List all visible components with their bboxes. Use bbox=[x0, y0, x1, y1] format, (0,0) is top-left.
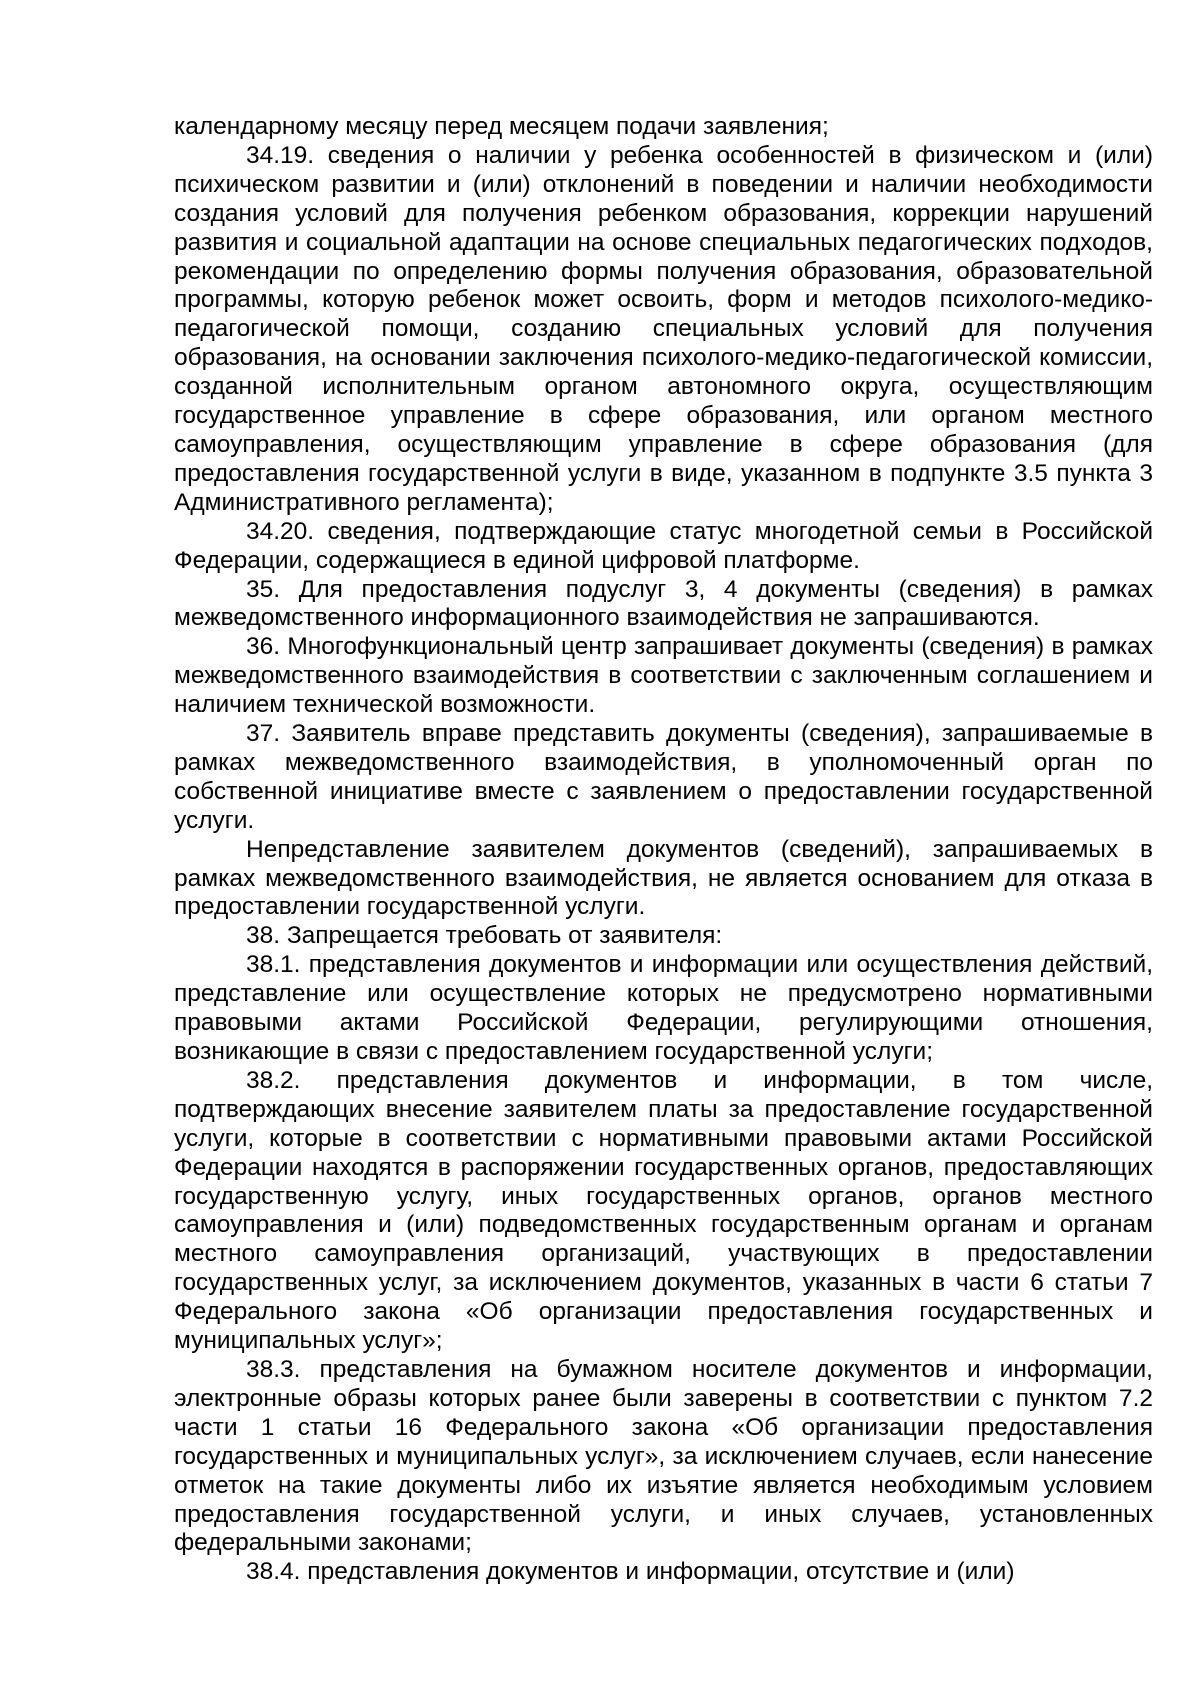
paragraph-34-19: 34.19. сведения о наличии у ребенка особенностей в физическом и (или) психическом развитии и (или) отклонений в поведении и наличии необходимости создания условий для получения ребенком образования, коррекции нарушений развития и социальной адаптации на основе специальных педагогических подходов, рекомендации по определению формы получения образования, образовательной программы, которую ребенок может освоить, форм и методов психолого-медико-педагогической помощи, созданию специальных условий для получения образования, на основании заключения психолого-медико-педагогической комиссии, созданной исполнительным органом автономного округа, осуществляющим государственное управление в сфере образования, или органом местного самоуправления, осуществляющим управление в сфере образования (для предоставления государственной услуги в виде, указанном в подпункте 3.5 пункта 3 Административного регламента); bbox=[174, 141, 1153, 516]
paragraph-38-2: 38.2. представления документов и информации, в том числе, подтверждающих внесение заявителем платы за предоставление государственной услуги, которые в соответствии с нормативными правовыми актами Российской Федерации находятся в распоряжении государственных органов, предоставляющих государственную услугу, иных государственных органов, органов местного самоуправления и (или) подведомственных государственным органам и органам местного самоуправления организаций, участвующих в предоставлении государственных услуг, за исключением документов, указанных в части 6 статьи 7 Федерального закона «Об организации предоставления государственных и муниципальных услуг»; bbox=[174, 1066, 1153, 1355]
paragraph-35: 35. Для предоставления подуслуг 3, 4 документы (сведения) в рамках межведомственного информационного взаимодействия не запрашиваются. bbox=[174, 575, 1153, 632]
paragraph-38: 38. Запрещается требовать от заявителя: bbox=[246, 922, 723, 950]
paragraph-38-4: 38.4. представления документов и информации, отсутствие и (или) bbox=[246, 1558, 1015, 1586]
paragraph-37-note: Непредставление заявителем документов (сведений), запрашиваемых в рамках межведомственного взаимодействия, не является основанием для отказа в предоставлении государственной услуги. bbox=[174, 835, 1153, 921]
paragraph-37: 37. Заявитель вправе представить документы (сведения), запрашиваемые в рамках межведомственного взаимодействия, в уполномоченный орган по собственной инициативе вместе с заявлением о предоставлении государственной услуги. bbox=[174, 720, 1153, 834]
paragraph-36: 36. Многофункциональный центр запрашивает документы (сведения) в рамках межведомственного взаимодействия в соответствии с заключенным соглашением и наличием технической возможности. bbox=[174, 633, 1153, 719]
paragraph-38-1: 38.1. представления документов и информации или осуществления действий, представление или осуществление которых не предусмотрено нормативными правовыми актами Российской Федерации, регулирующими отношения, возникающие в связи с предоставлением государственной услуги; bbox=[174, 951, 1153, 1065]
document-page bbox=[174, 113, 1153, 1587]
paragraph-34-20: 34.20. сведения, подтверждающие статус многодетной семьи в Российской Федерации, содержащиеся в единой цифровой платформе. bbox=[174, 517, 1153, 574]
paragraph-38-3: 38.3. представления на бумажном носителе документов и информации, электронные образы которых ранее были заверены в соответствии с пунктом 7.2 части 1 статьи 16 Федерального закона «Об организации предоставления государственных и муниципальных услуг», за исключением случаев, если нанесение отметок на такие документы либо их изъятие является необходимым условием предоставления государственной услуги, и иных случаев, установленных федеральными законами; bbox=[174, 1355, 1153, 1557]
paragraph-continuation: календарному месяцу перед месяцем подачи заявления; bbox=[174, 113, 829, 140]
